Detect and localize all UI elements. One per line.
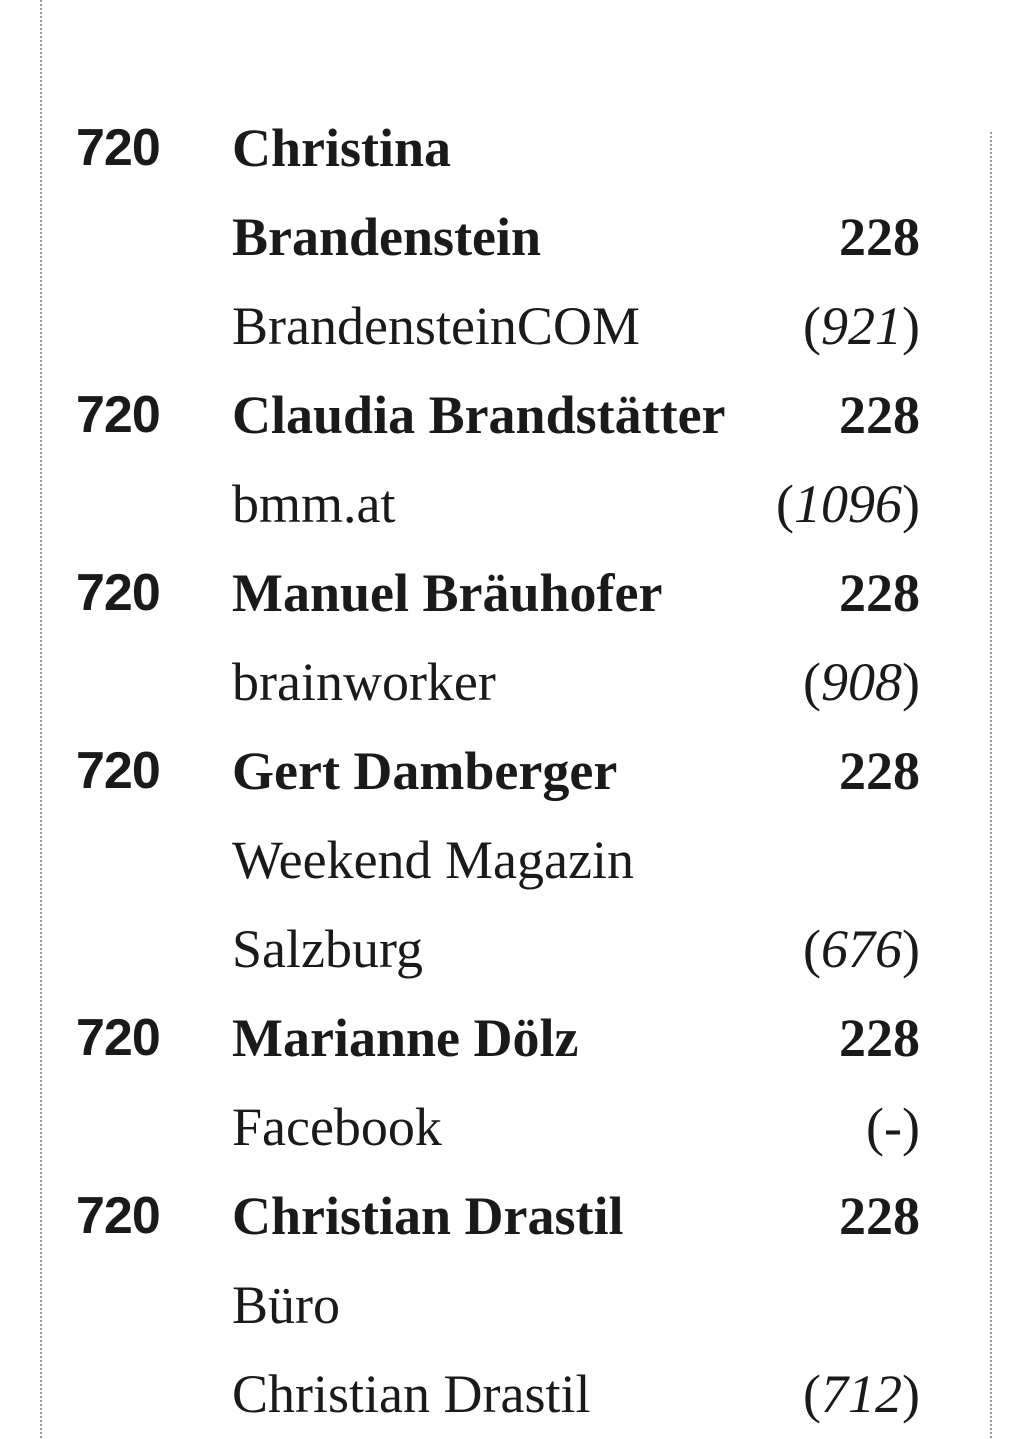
entry-rank: 720 <box>76 386 160 444</box>
entry-affiliation: Salzburg <box>232 919 423 979</box>
entry-line <box>0 371 1024 460</box>
entry-line <box>0 549 1024 638</box>
ranking-entry <box>0 727 1024 994</box>
entry-name: Claudia Brandstätter <box>232 385 726 445</box>
entry-affiliation: Facebook <box>232 1097 442 1157</box>
entry-name: Brandenstein <box>232 207 542 267</box>
entry-previous-value: 676 <box>821 919 903 979</box>
entry-previous-rank: (908) <box>803 652 920 712</box>
entry-line <box>0 905 1024 994</box>
entry-line <box>0 727 1024 816</box>
entry-rank: 720 <box>76 119 160 177</box>
ranking-entry <box>0 1172 1024 1439</box>
entry-score: 228 <box>839 741 920 801</box>
entry-line <box>0 1172 1024 1261</box>
entry-score: 228 <box>839 1008 920 1068</box>
entry-affiliation: Weekend Magazin <box>232 830 634 890</box>
entry-previous-rank: (-) <box>866 1097 920 1157</box>
entry-line <box>0 1083 1024 1172</box>
entry-previous-rank: (676) <box>803 919 920 979</box>
ranking-entry <box>0 549 1024 727</box>
entry-line <box>0 1350 1024 1439</box>
entry-affiliation: Christian Drastil <box>232 1364 591 1424</box>
entry-rank: 720 <box>76 564 160 622</box>
entry-score: 228 <box>839 385 920 445</box>
ranking-entry <box>0 371 1024 549</box>
entry-name: Gert Damberger <box>232 741 618 801</box>
entry-line <box>0 460 1024 549</box>
ranking-list <box>0 104 1024 1439</box>
entry-affiliation: Büro <box>232 1275 340 1335</box>
ranking-entry <box>0 994 1024 1172</box>
entry-previous-value: 712 <box>821 1364 903 1424</box>
entry-rank: 720 <box>76 1009 160 1067</box>
entry-line <box>0 104 1024 193</box>
entry-line <box>0 193 1024 282</box>
entry-score: 228 <box>839 1186 920 1246</box>
ranking-entry <box>0 104 1024 371</box>
entry-line <box>0 282 1024 371</box>
entry-previous-value: 921 <box>821 296 903 356</box>
entry-previous-rank: (1096) <box>776 474 920 534</box>
entry-name: Christian Drastil <box>232 1186 624 1246</box>
entry-name: Manuel Bräuhofer <box>232 563 663 623</box>
entry-affiliation: BrandensteinCOM <box>232 296 640 356</box>
entry-previous-rank: (921) <box>803 296 920 356</box>
entry-previous-value: 1096 <box>794 474 903 534</box>
entry-line <box>0 638 1024 727</box>
entry-previous-rank: (712) <box>803 1364 920 1424</box>
entry-line <box>0 1261 1024 1350</box>
entry-affiliation: brainworker <box>232 652 496 712</box>
entry-previous-value: - <box>884 1097 903 1157</box>
entry-score: 228 <box>839 207 920 267</box>
entry-name: Christina <box>232 118 452 178</box>
entry-score: 228 <box>839 563 920 623</box>
entry-previous-value: 908 <box>821 652 903 712</box>
entry-name: Marianne Dölz <box>232 1008 579 1068</box>
entry-line <box>0 816 1024 905</box>
entry-line <box>0 994 1024 1083</box>
entry-affiliation: bmm.at <box>232 474 396 534</box>
entry-rank: 720 <box>76 1187 160 1245</box>
entry-rank: 720 <box>76 742 160 800</box>
